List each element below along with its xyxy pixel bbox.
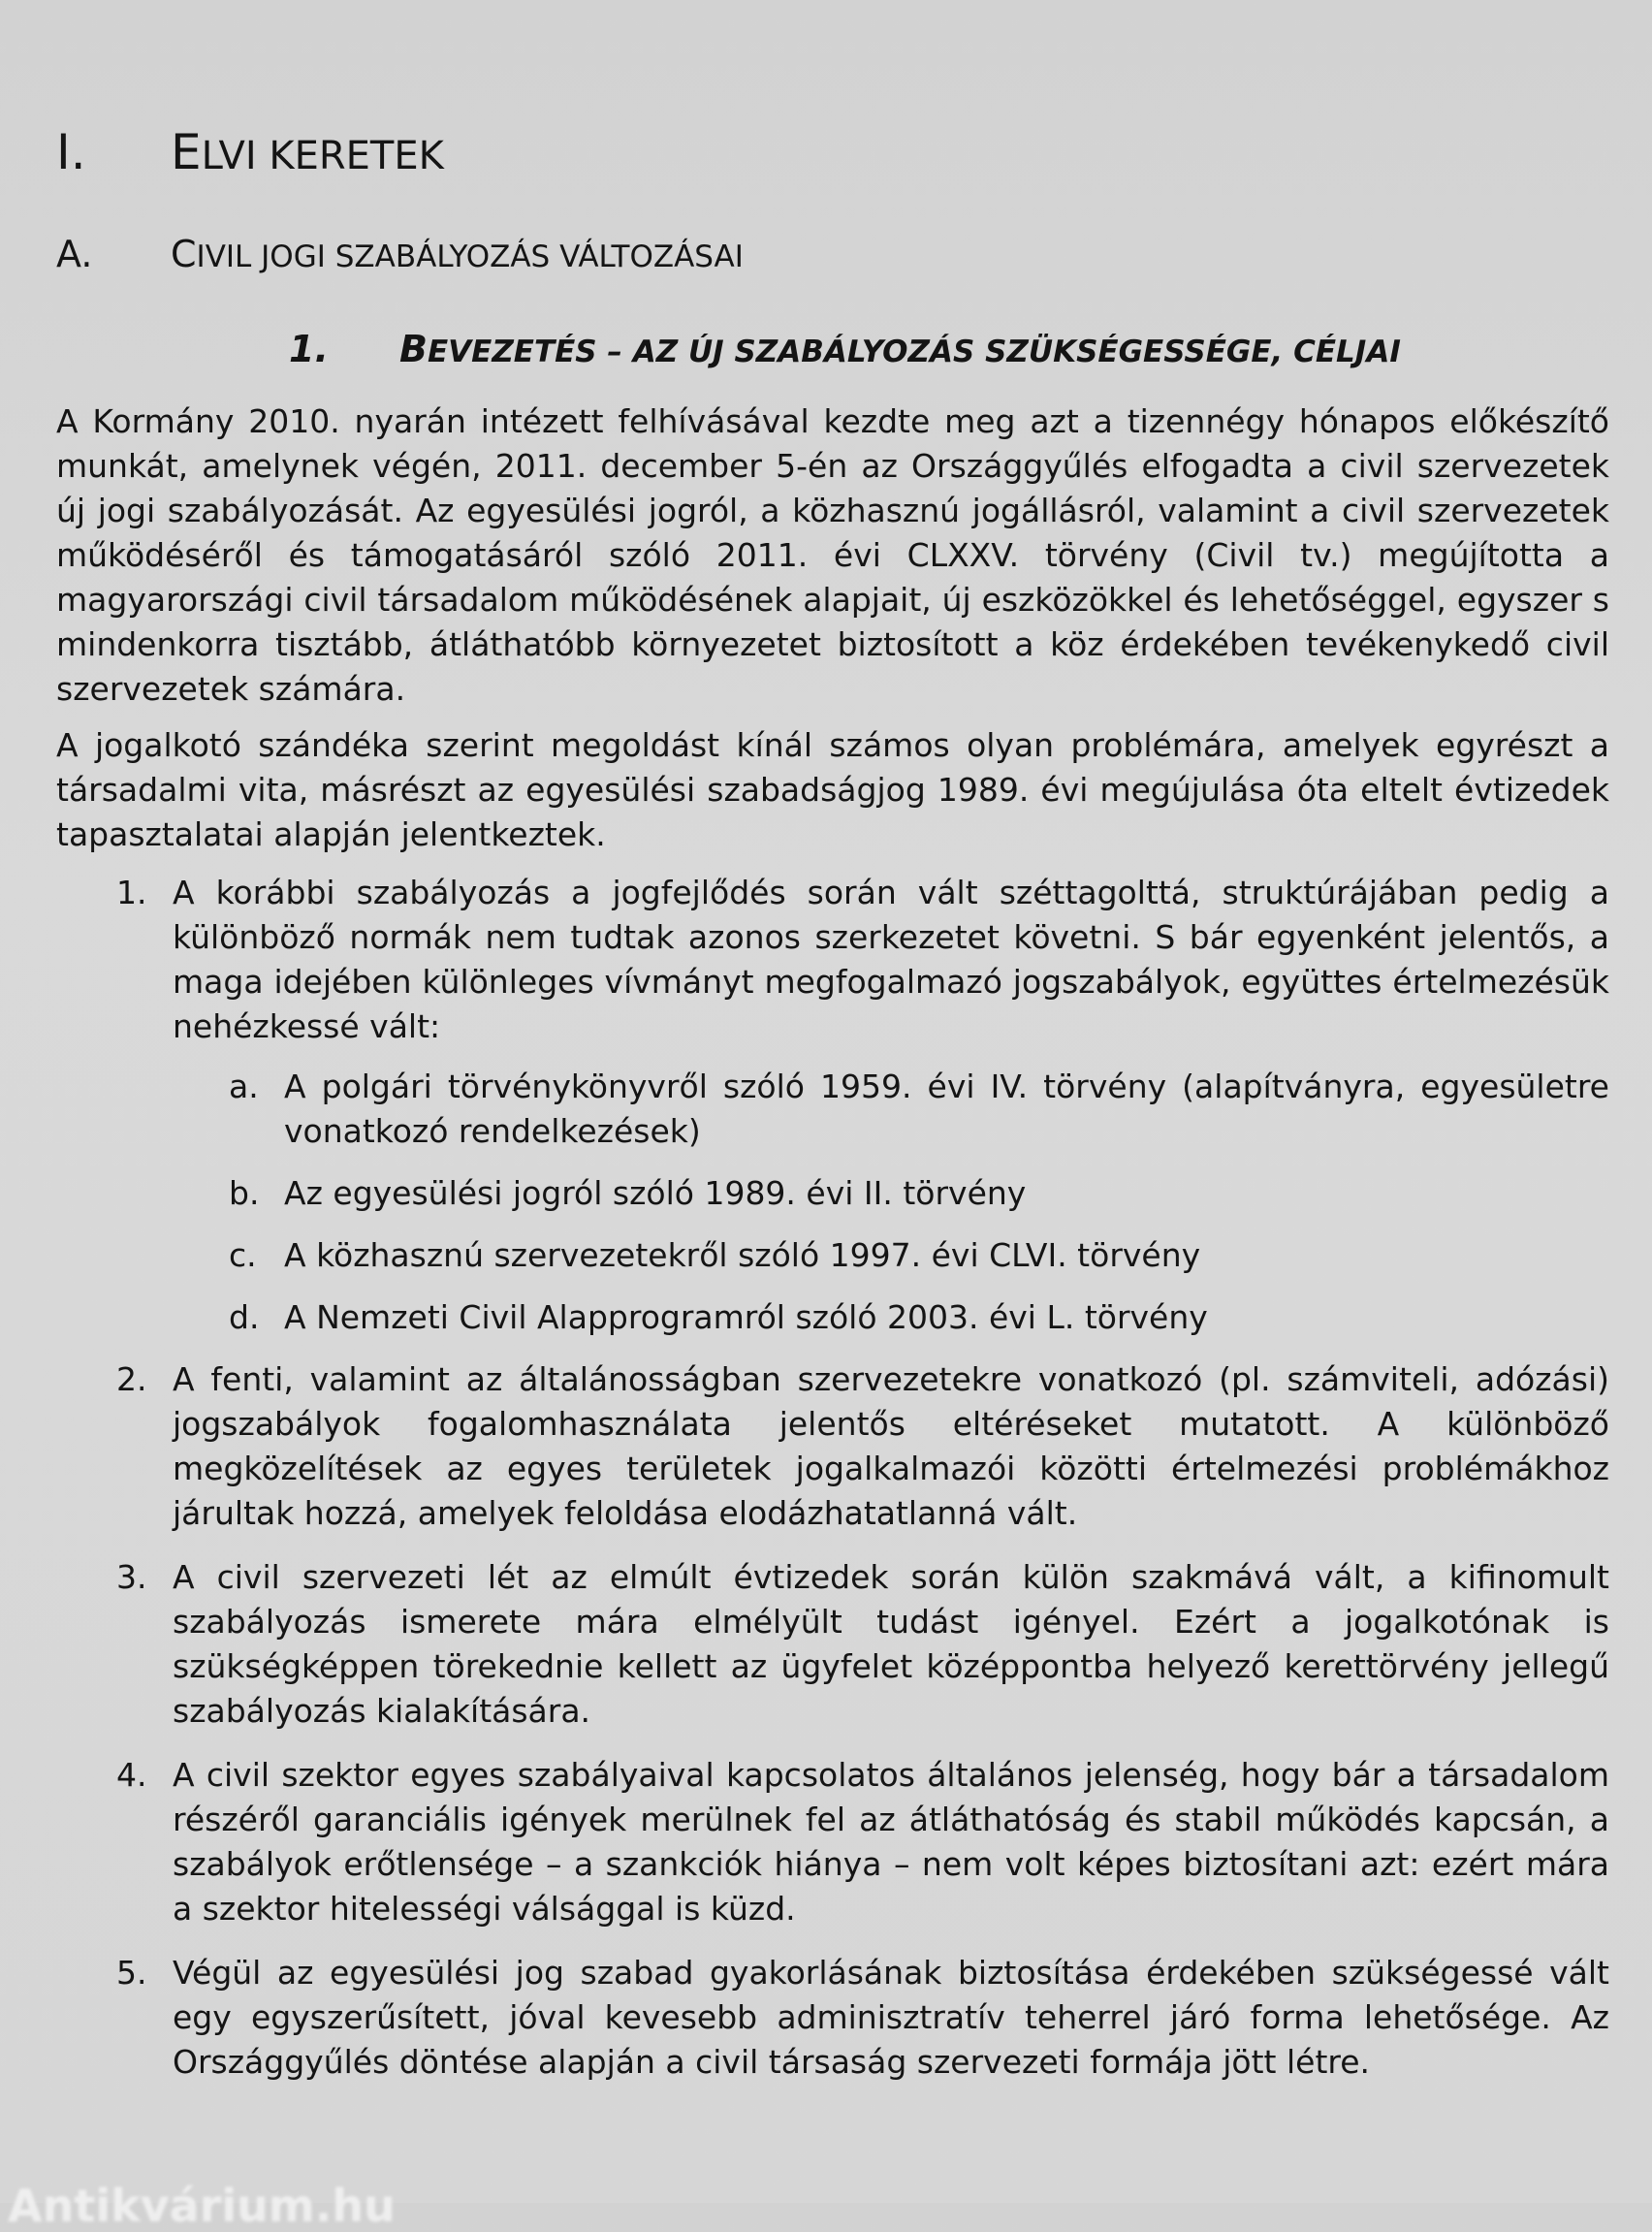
list-item-text: A fenti, valamint az általánosságban szervezetekre vonatkozó (pl. számviteli, adózási) jogszabályok fogalomhasználata jelentős eltéréseket mutatott. A különböző megközelítések az egyes területek jogalkalmazói közötti értelmezési problémákhoz járultak hozzá, amelyek feloldása elodázhatatlanná vált. — [173, 1360, 1609, 1532]
list-item — [116, 871, 1609, 1340]
sublist-item — [229, 1065, 1609, 1154]
subsection-title — [399, 328, 1401, 370]
list-marker: 1. — [116, 874, 147, 911]
list-item-text: A civil szektor egyes szabályaival kapcsolatos általános jelenség, hogy bár a társadalom részéről garanciális igények merülnek fel az átláthatóság és stabil működés kapcsán, a szabályok erőtlensége – a szankciók hiánya – nem volt képes biztosítani azt: ezért mára a szektor hitelességi válsággal is küzd. — [173, 1756, 1609, 1928]
chapter-title — [171, 124, 444, 180]
sublist-marker: c. — [229, 1236, 257, 1274]
sublist-item-text: A Nemzeti Civil Alapprogramról szóló 2003. évi L. törvény — [284, 1298, 1208, 1336]
sublist-item — [229, 1233, 1609, 1278]
list-item-text: Végül az egyesülési jog szabad gyakorlásának biztosítása érdekében szükségessé vált egy egyszerűsített, jóval kevesebb adminisztratív teherrel járó forma lehetősége. Az Országgyűlés döntése alapján a civil társaság szervezeti formája jött létre. — [173, 1954, 1609, 2081]
section-heading — [56, 233, 744, 275]
purpose-paragraph: A jogalkotó szándéka szerint megoldást kínál számos olyan problémára, amelyek egyrészt a társadalmi vita, másrészt az egyesülési szabadságjog 1989. évi megújulása óta eltelt évtizedek tapasztalatai alapján jelentkeztek. — [56, 726, 1609, 853]
watermark: Antikvárium.hu — [8, 2180, 396, 2232]
list-marker: 2. — [116, 1360, 147, 1398]
problems-list — [116, 871, 1609, 2085]
intro-paragraph: A Kormány 2010. nyarán intézett felhívásával kezdte meg azt a tizennégy hónapos előkészítő munkát, amelynek végén, 2011. december 5-én az Országgyűlés elfogadta a civil szervezetek új jogi szabályozását. Az egyesülési jogról, a közhasznú jogállásról, valamint a civil szervezetek működéséről és támogatásáról szóló 2011. évi CLXXV. törvény (Civil tv.) megújította a magyarországi civil társadalom működésének alapjait, új eszközökkel és lehetőséggel, egyszer s mindenkorra tisztább, átláthatóbb környezetet biztosított a köz érdekében tevékenykedő civil szervezetek számára. — [56, 402, 1609, 708]
subsection-title-rest: EVEZETÉS – AZ ÚJ SZABÁLYOZÁS SZÜKSÉGESSÉGE, CÉLJAI — [427, 335, 1401, 369]
sublist-marker: b. — [229, 1174, 260, 1212]
sublist-item-text: A polgári törvénykönyvről szóló 1959. évi IV. törvény (alapítványra, egyesületre vonatkozó rendelkezések) — [284, 1068, 1609, 1150]
list-item-text: A civil szervezeti lét az elmúlt évtizedek során külön szakmává vált, a kifinomult szabályozás ismerete mára elmélyült tudást igényel. Ezért a jogalkotónak is szükségképpen törekednie kellett az ügyfelet középpontba helyező kerettörvény jellegű szabályozás kialakítására. — [173, 1558, 1609, 1730]
list-item — [116, 1555, 1609, 1734]
sublist-item — [229, 1295, 1609, 1340]
list-item — [116, 1357, 1609, 1536]
chapter-title-rest: LVI KERETEK — [201, 134, 444, 178]
sublist-marker: a. — [229, 1068, 259, 1105]
list-item-text: A korábbi szabályozás a jogfejlődés során vált széttagolttá, struktúrájában pedig a különböző normák nem tudtak azonos szerkezetet követni. S bár egyenként jelentős, a maga idejében különleges vívmányt megfogalmazó jogszabályok, együttes értelmezésük nehézkessé vált: — [173, 874, 1609, 1045]
section-letter: A. — [56, 233, 93, 275]
chapter-title-initial: E — [171, 124, 202, 180]
subsection-title-initial: B — [399, 328, 428, 370]
subsection-number: 1. — [289, 328, 329, 370]
section-title-initial: C — [171, 233, 197, 275]
sublist-marker: d. — [229, 1298, 260, 1336]
sublist-item-text: Az egyesülési jogról szóló 1989. évi II. törvény — [284, 1174, 1027, 1212]
sublist-item-text: A közhasznú szervezetekről szóló 1997. évi CLVI. törvény — [284, 1236, 1201, 1274]
chapter-heading — [56, 124, 444, 180]
subsection-heading — [289, 328, 1401, 370]
section-title — [171, 233, 744, 275]
list-item — [116, 1753, 1609, 1931]
list-marker: 3. — [116, 1558, 147, 1596]
sublist-item — [229, 1171, 1609, 1216]
laws-sublist — [173, 1065, 1609, 1340]
list-item — [116, 1951, 1609, 2085]
chapter-number: I. — [56, 124, 86, 180]
section-title-rest: IVIL JOGI SZABÁLYOZÁS VÁLTOZÁSAI — [196, 239, 744, 274]
list-marker: 4. — [116, 1756, 147, 1794]
list-marker: 5. — [116, 1954, 147, 1992]
